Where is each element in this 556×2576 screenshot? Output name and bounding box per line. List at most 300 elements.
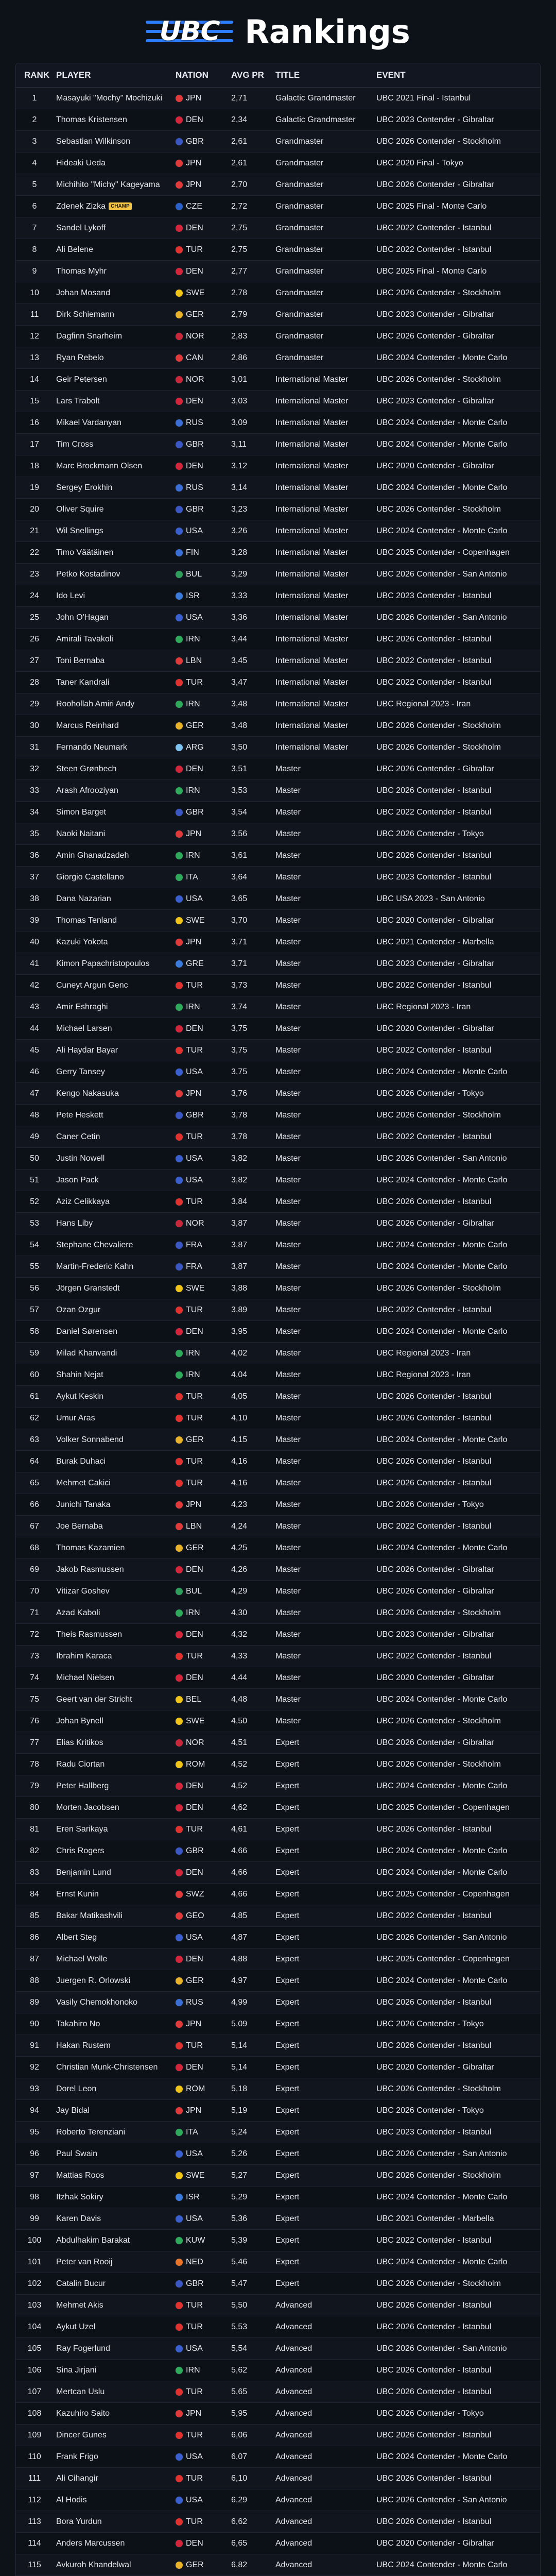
player-cell <box>53 115 176 125</box>
table-row <box>16 1775 540 1797</box>
avg-pr-cell: 2,71 <box>231 93 248 103</box>
nation-cell <box>176 1457 231 1466</box>
nation-code: JPN <box>186 829 202 838</box>
table-row <box>16 1234 540 1256</box>
event-cell: UBC 2026 Contender - Istanbul <box>376 851 492 860</box>
nation-code: GBR <box>186 2279 204 2288</box>
rank-cell: 84 <box>30 1889 39 1899</box>
title-cell: Grandmaster <box>275 245 324 254</box>
flag-icon <box>176 2215 183 2223</box>
table-row <box>16 542 540 564</box>
flag-icon <box>176 2237 183 2244</box>
flag-icon <box>176 809 183 816</box>
nation-code: SWE <box>186 916 205 925</box>
rank-cell: 106 <box>27 2365 42 2375</box>
event-cell: UBC 2026 Contender - San Antonio <box>376 2149 507 2158</box>
flag-icon <box>176 831 183 838</box>
player-name: Giorgio Castellano <box>56 872 124 882</box>
table-row <box>16 1884 540 1905</box>
player-name: Jason Pack <box>56 1175 99 1184</box>
rank-cell: 20 <box>30 504 39 514</box>
player-name: Aykut Keskin <box>56 1392 104 1401</box>
table-row <box>16 1732 540 1754</box>
title-cell: Master <box>275 1392 301 1401</box>
avg-pr-cell: 2,78 <box>231 288 248 297</box>
flag-icon <box>176 1696 183 1703</box>
title-cell: International Master <box>275 742 349 752</box>
player-name: Amin Ghanadzadeh <box>56 851 129 860</box>
player-name: Dorel Leon <box>56 2084 97 2093</box>
event-cell: UBC 2026 Contender - Istanbul <box>376 1456 492 1466</box>
player-name: Mikael Vardanyan <box>56 418 121 427</box>
title-cell: International Master <box>275 677 349 687</box>
nation-code: DEN <box>186 2062 203 2072</box>
avg-pr-cell: 4,16 <box>231 1456 248 1466</box>
event-cell: UBC 2026 Contender - Stockholm <box>376 1608 501 1617</box>
table-row <box>16 2208 540 2230</box>
flag-icon <box>176 311 183 318</box>
title-cell: International Master <box>275 699 349 708</box>
table-row <box>16 1472 540 1494</box>
nation-code: TUR <box>186 1132 203 1141</box>
avg-pr-cell: 4,04 <box>231 1370 248 1379</box>
player-cell <box>53 1241 176 1250</box>
nation-code: TUR <box>186 2322 203 2331</box>
nation-cell <box>176 1608 231 1618</box>
flag-icon <box>176 2172 183 2179</box>
player-cell <box>53 1717 176 1726</box>
rank-cell: 102 <box>27 2279 42 2288</box>
flag-icon <box>176 1588 183 1595</box>
nation-code: GBR <box>186 137 204 146</box>
player-cell <box>53 1522 176 1531</box>
player-cell <box>53 2474 176 2483</box>
rank-cell: 97 <box>30 2171 39 2180</box>
title-cell: Advanced <box>275 2322 312 2331</box>
table-row <box>16 1646 540 1667</box>
event-cell: UBC 2022 Contender - Istanbul <box>376 677 492 687</box>
event-cell: UBC 2023 Contender - Istanbul <box>376 872 492 882</box>
title-cell: Master <box>275 1435 301 1444</box>
player-cell <box>53 527 176 536</box>
avg-pr-cell: 3,56 <box>231 829 248 838</box>
table-row <box>16 2035 540 2057</box>
table-row <box>16 1970 540 1992</box>
rank-cell: 83 <box>30 1868 39 1877</box>
table-row <box>16 455 540 477</box>
title-cell: Expert <box>275 2192 300 2201</box>
rank-cell: 17 <box>30 439 39 449</box>
table-row <box>16 1689 540 1710</box>
player-name: Ray Fogerlund <box>56 2344 110 2353</box>
player-name: Martin-Frederic Kahn <box>56 1262 134 1271</box>
nation-code: TUR <box>186 2041 203 2050</box>
avg-pr-cell: 4,99 <box>231 1997 248 2007</box>
flag-icon <box>176 744 183 751</box>
event-cell: UBC 2023 Contender - Istanbul <box>376 2127 492 2137</box>
flag-icon <box>176 766 183 773</box>
avg-pr-cell: 5,24 <box>231 2127 248 2137</box>
title-cell: Grandmaster <box>275 288 324 297</box>
nation-cell <box>176 418 231 428</box>
nation-code: JPN <box>186 93 202 103</box>
flag-icon <box>176 1090 183 1097</box>
flag-icon <box>176 2302 183 2309</box>
avg-pr-cell: 4,66 <box>231 1846 248 1855</box>
player-cell <box>53 2128 176 2137</box>
flag-icon <box>176 1761 183 1768</box>
player-cell <box>53 375 176 384</box>
player-name: Dincer Gunes <box>56 2430 107 2439</box>
player-cell <box>53 786 176 795</box>
table-row <box>16 1040 540 1061</box>
avg-pr-cell: 6,29 <box>231 2495 248 2504</box>
event-cell: UBC 2026 Contender - Stockholm <box>376 1283 501 1293</box>
rank-cell: 58 <box>30 1327 39 1336</box>
nation-cell <box>176 1219 231 1228</box>
player-name: Theis Rasmussen <box>56 1630 123 1639</box>
avg-pr-cell: 4,15 <box>231 1435 248 1444</box>
nation-cell <box>176 2366 231 2375</box>
title-cell: Master <box>275 1694 301 1704</box>
avg-pr-cell: 2,83 <box>231 331 248 341</box>
avg-pr-cell: 5,18 <box>231 2084 248 2093</box>
nation-code: DEN <box>186 1673 203 1682</box>
event-cell: UBC 2024 Contender - Monte Carlo <box>376 1868 508 1877</box>
rank-cell: 28 <box>30 677 39 687</box>
event-cell: UBC 2025 Contender - Copenhagen <box>376 1889 510 1899</box>
player-name: Petko Kostadinov <box>56 569 120 579</box>
flag-icon <box>176 1523 183 1530</box>
player-cell <box>53 94 176 103</box>
player-name: Mehmet Cakici <box>56 1478 111 1487</box>
event-cell: UBC USA 2023 - San Antonio <box>376 894 485 903</box>
rank-cell: 81 <box>30 1824 39 1834</box>
flag-icon <box>176 2194 183 2201</box>
rank-cell: 115 <box>28 2560 41 2569</box>
title-cell: Master <box>275 1586 301 1596</box>
event-cell: UBC 2026 Contender - Istanbul <box>376 1392 492 1401</box>
column-header-event: EVENT <box>376 70 406 80</box>
flag-icon <box>176 701 183 708</box>
nation-code: GRE <box>186 959 204 968</box>
table-row <box>16 2057 540 2078</box>
event-cell: UBC 2024 Contender - Monte Carlo <box>376 2192 508 2201</box>
rank-cell: 60 <box>30 1370 39 1379</box>
title-cell: Expert <box>275 2019 300 2028</box>
player-name: Jörgen Granstedt <box>56 1283 120 1293</box>
nation-code: USA <box>186 613 203 622</box>
nation-cell <box>176 2409 231 2418</box>
nation-cell <box>176 267 231 276</box>
title-cell: Master <box>275 1175 301 1184</box>
nation-code: TUR <box>186 2517 203 2526</box>
nation-cell <box>176 159 231 168</box>
avg-pr-cell: 3,50 <box>231 742 248 752</box>
event-cell: UBC 2026 Contender - Stockholm <box>376 721 501 730</box>
nation-cell <box>176 873 231 882</box>
rank-cell: 86 <box>30 1933 39 1942</box>
avg-pr-cell: 6,62 <box>231 2517 248 2526</box>
player-name: Johan Bynell <box>56 1716 103 1725</box>
nation-code: JPN <box>186 937 202 946</box>
event-cell: UBC 2024 Contender - Monte Carlo <box>376 1781 508 1790</box>
title-cell: International Master <box>275 656 349 665</box>
avg-pr-cell: 4,61 <box>231 1824 248 1834</box>
player-cell <box>53 1652 176 1661</box>
player-name: Michihito "Michy" Kageyama <box>56 180 160 189</box>
event-cell: UBC 2026 Contender - Stockholm <box>376 2279 501 2288</box>
ubc-logo <box>146 15 233 47</box>
player-cell <box>53 1414 176 1423</box>
event-cell: UBC 2026 Contender - Gibraltar <box>376 1586 494 1596</box>
rank-cell: 94 <box>30 2106 39 2115</box>
flag-icon <box>176 2475 183 2482</box>
avg-pr-cell: 3,89 <box>231 1305 248 1314</box>
rank-cell: 62 <box>30 1413 39 1422</box>
title-cell: Expert <box>275 1781 300 1790</box>
nation-cell <box>176 397 231 406</box>
nation-cell <box>176 1327 231 1336</box>
player-name: Ernst Kunin <box>56 1889 99 1899</box>
player-cell <box>53 1868 176 1877</box>
table-row <box>16 1537 540 1559</box>
title-cell: Master <box>275 829 301 838</box>
nation-cell <box>176 1695 231 1704</box>
title-cell: Expert <box>275 2279 300 2288</box>
nation-code: ARG <box>186 742 204 752</box>
player-name: Oliver Squire <box>56 504 104 514</box>
title-cell: Master <box>275 1478 301 1487</box>
table-row <box>16 2554 540 2576</box>
avg-pr-cell: 5,50 <box>231 2300 248 2310</box>
player-cell <box>53 2561 176 2570</box>
table-row <box>16 564 540 585</box>
rank-cell: 57 <box>30 1305 39 1314</box>
nation-code: DEN <box>186 1024 203 1033</box>
title-cell: International Master <box>275 548 349 557</box>
event-cell: UBC 2026 Contender - Tokyo <box>376 2409 484 2418</box>
table-body <box>16 88 540 2576</box>
title-cell: Master <box>275 1283 301 1293</box>
nation-code: TUR <box>186 2430 203 2439</box>
title-cell: Master <box>275 1716 301 1725</box>
rank-cell: 3 <box>32 137 37 146</box>
title-cell: Grandmaster <box>275 223 324 232</box>
player-name: Thomas Kristensen <box>56 115 127 124</box>
rank-cell: 22 <box>30 548 39 557</box>
avg-pr-cell: 5,53 <box>231 2322 248 2331</box>
player-cell <box>53 2193 176 2202</box>
player-name: Dana Nazarian <box>56 894 111 903</box>
player-name: Umur Aras <box>56 1413 95 1422</box>
nation-cell <box>176 2041 231 2050</box>
player-cell <box>53 2063 176 2072</box>
event-cell: UBC 2021 Contender - Marbella <box>376 937 494 946</box>
player-name: Cuneyt Argun Genc <box>56 980 128 990</box>
title-cell: Expert <box>275 1997 300 2007</box>
nation-code: FIN <box>186 548 199 557</box>
nation-code: IRN <box>186 2365 200 2375</box>
player-name: Burak Duhaci <box>56 1456 106 1466</box>
title-cell: Master <box>275 1608 301 1617</box>
flag-icon <box>176 1242 183 1249</box>
avg-pr-cell: 3,61 <box>231 851 248 860</box>
rank-cell: 26 <box>30 634 39 643</box>
event-cell: UBC 2026 Contender - Istanbul <box>376 2517 492 2526</box>
nation-cell <box>176 1067 231 1077</box>
avg-pr-cell: 3,87 <box>231 1262 248 1271</box>
flag-icon <box>176 1653 183 1660</box>
player-name: Catalin Bucur <box>56 2279 106 2288</box>
nation-cell <box>176 2106 231 2115</box>
nation-cell <box>176 2258 231 2267</box>
player-name: Thomas Tenland <box>56 916 117 925</box>
event-cell: UBC 2026 Contender - Stockholm <box>376 288 501 297</box>
title-cell: Master <box>275 1456 301 1466</box>
player-cell <box>53 1955 176 1964</box>
rank-cell: 56 <box>30 1283 39 1293</box>
flag-icon <box>176 1198 183 1206</box>
avg-pr-cell: 3,78 <box>231 1110 248 1120</box>
event-cell: UBC 2025 Contender - Copenhagen <box>376 1954 510 1963</box>
nation-cell <box>176 613 231 622</box>
avg-pr-cell: 4,23 <box>231 1500 248 1509</box>
player-cell <box>53 1587 176 1596</box>
table-row <box>16 1624 540 1646</box>
player-cell <box>53 613 176 622</box>
table-row <box>16 715 540 737</box>
table-row <box>16 1408 540 1429</box>
flag-icon <box>176 95 183 102</box>
event-cell: UBC 2026 Contender - Istanbul <box>376 2365 492 2375</box>
rank-cell: 13 <box>30 353 39 362</box>
nation-code: TUR <box>186 1392 203 1401</box>
avg-pr-cell: 4,48 <box>231 1694 248 1704</box>
rank-cell: 79 <box>30 1781 39 1790</box>
nation-code: JPN <box>186 2409 202 2418</box>
player-cell <box>53 1111 176 1120</box>
title-cell: International Master <box>275 721 349 730</box>
column-header-avg-pr: AVG PR <box>231 70 264 80</box>
nation-code: DEN <box>186 223 203 232</box>
title-cell: Grandmaster <box>275 353 324 362</box>
flag-icon <box>176 354 183 362</box>
rank-cell: 63 <box>30 1435 39 1444</box>
player-cell <box>53 1284 176 1293</box>
nation-code: KUW <box>186 2235 205 2245</box>
player-name: Peter Hallberg <box>56 1781 109 1790</box>
rank-cell: 27 <box>30 656 39 665</box>
nation-cell <box>176 1435 231 1445</box>
rank-cell: 45 <box>30 1045 39 1055</box>
avg-pr-cell: 4,88 <box>231 1954 248 1963</box>
rank-cell: 100 <box>27 2235 42 2245</box>
rank-cell: 103 <box>27 2300 42 2310</box>
nation-cell <box>176 1544 231 1553</box>
event-cell: UBC 2026 Contender - Tokyo <box>376 829 484 838</box>
nation-cell <box>176 2128 231 2137</box>
table-row <box>16 1278 540 1299</box>
title-cell: Master <box>275 959 301 968</box>
rank-cell: 73 <box>30 1651 39 1660</box>
avg-pr-cell: 4,24 <box>231 1521 248 1531</box>
flag-icon <box>176 2150 183 2158</box>
event-cell: UBC 2022 Contender - Istanbul <box>376 980 492 990</box>
player-name: Morten Jacobsen <box>56 1803 119 1812</box>
table-row <box>16 953 540 975</box>
nation-code: RUS <box>186 483 203 492</box>
flag-icon <box>176 2540 183 2547</box>
player-name: Peter van Rooij <box>56 2257 113 2266</box>
nation-cell <box>176 375 231 384</box>
avg-pr-cell: 4,33 <box>231 1651 248 1660</box>
rank-cell: 82 <box>30 1846 39 1855</box>
flag-icon <box>176 939 183 946</box>
nation-cell <box>176 656 231 666</box>
nation-code: TUR <box>186 1478 203 1487</box>
event-cell: UBC Regional 2023 - Iran <box>376 699 471 708</box>
player-cell <box>53 1500 176 1510</box>
table-row <box>16 1927 540 1948</box>
event-cell: UBC 2026 Contender - Istanbul <box>376 634 492 643</box>
avg-pr-cell: 6,10 <box>231 2473 248 2483</box>
rank-cell: 25 <box>30 613 39 622</box>
nation-cell <box>176 1803 231 1812</box>
event-cell: UBC 2023 Contender - Gibraltar <box>376 115 494 124</box>
nation-code: JPN <box>186 1500 202 1509</box>
avg-pr-cell: 3,74 <box>231 1002 248 1011</box>
flag-icon <box>176 528 183 535</box>
player-name: Eren Sarikaya <box>56 1824 108 1834</box>
nation-code: ISR <box>186 591 200 600</box>
table-row <box>16 1191 540 1213</box>
title-cell: International Master <box>275 418 349 427</box>
flag-icon <box>176 2086 183 2093</box>
flag-icon <box>176 1545 183 1552</box>
player-cell <box>53 267 176 276</box>
rankings-table <box>15 63 541 2576</box>
avg-pr-cell: 3,33 <box>231 591 248 600</box>
table-row <box>16 1948 540 1970</box>
event-cell: UBC 2022 Contender - Istanbul <box>376 1521 492 1531</box>
table-row <box>16 931 540 953</box>
flag-icon <box>176 960 183 968</box>
nation-code: USA <box>186 2214 203 2223</box>
nation-cell <box>176 2517 231 2527</box>
table-row <box>16 304 540 326</box>
player-cell <box>53 180 176 190</box>
nation-cell <box>176 1414 231 1423</box>
table-row <box>16 477 540 499</box>
avg-pr-cell: 4,52 <box>231 1759 248 1769</box>
player-cell <box>53 483 176 493</box>
nation-cell <box>176 1111 231 1120</box>
nation-cell <box>176 1479 231 1488</box>
event-cell: UBC 2026 Contender - Tokyo <box>376 1089 484 1098</box>
table-row <box>16 1862 540 1884</box>
player-cell <box>53 137 176 146</box>
player-cell <box>53 1782 176 1791</box>
player-cell <box>53 1998 176 2007</box>
nation-code: NOR <box>186 331 204 341</box>
table-row <box>16 737 540 758</box>
rank-cell: 91 <box>30 2041 39 2050</box>
player-name: Vitizar Goshev <box>56 1586 110 1596</box>
table-row <box>16 1148 540 1170</box>
player-cell <box>53 418 176 428</box>
player-name: Christian Munk-Christensen <box>56 2062 158 2072</box>
